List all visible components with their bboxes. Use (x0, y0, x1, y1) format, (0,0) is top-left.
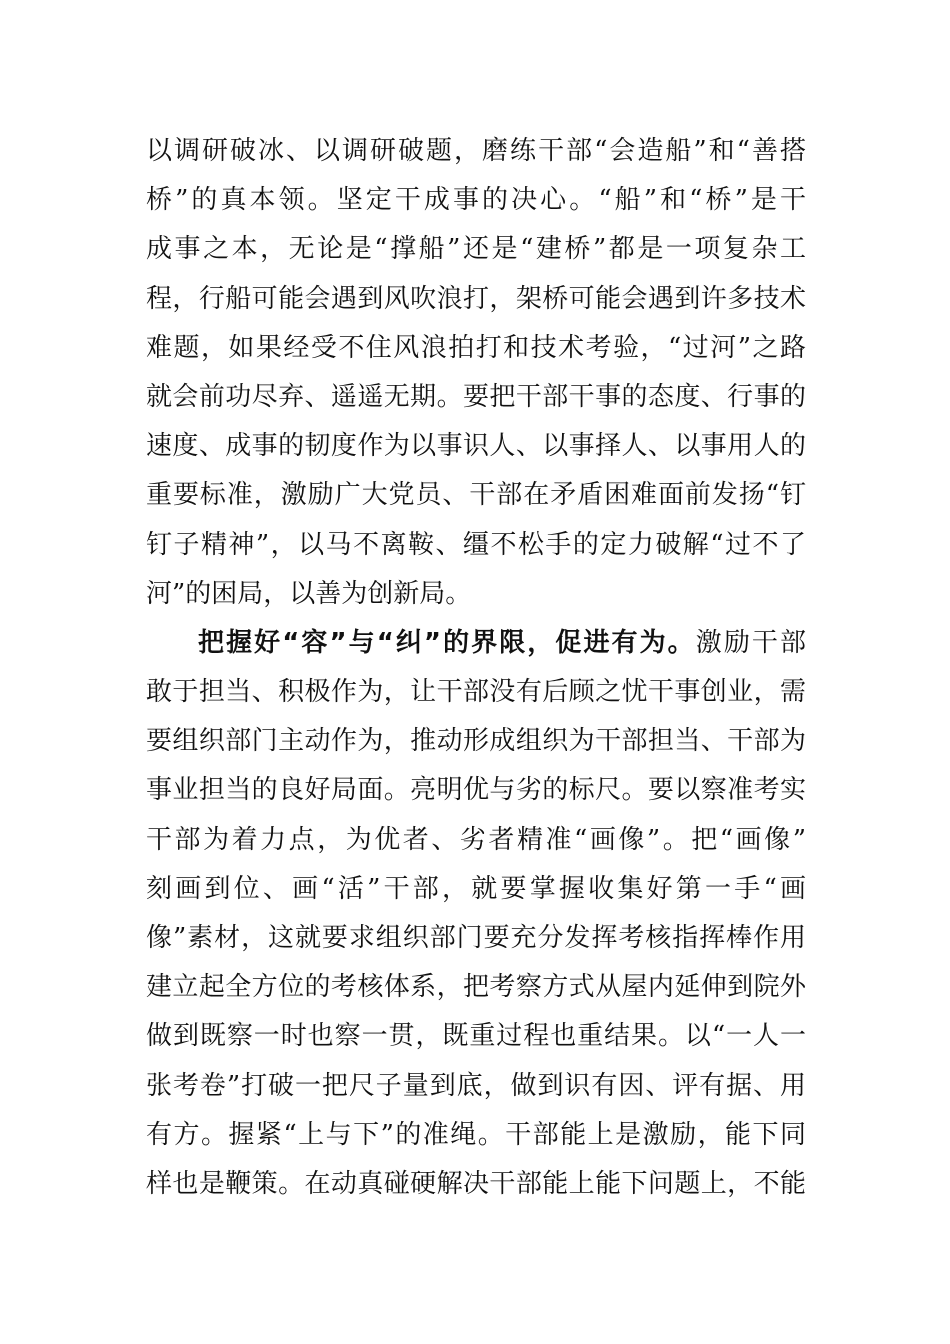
paragraph-2-first-line (146, 619, 806, 668)
text-line: 事业担当的良好局面。亮明优与劣的标尺。要以察准考实 (146, 775, 806, 806)
text-line: 干部为着力点，为优者、劣者精准“画像”。把“画像” (146, 824, 806, 855)
text-line: 建立起全方位的考核体系，把考察方式从屋内延伸到院外 (146, 972, 806, 1003)
document-body (146, 127, 806, 1209)
text-line: 有方。握紧“上与下”的准绳。干部能上是激励，能下同 (146, 1119, 806, 1150)
text-line: 刻画到位、画“活”干部，就要掌握收集好第一手“画 (146, 873, 806, 904)
paragraph-2 (146, 619, 806, 1209)
text-line: 钉子精神”，以马不离鞍、缰不松手的定力破解“过不了 (146, 529, 806, 560)
text-line: 敢于担当、积极作为，让干部没有后顾之忧干事创业，需 (146, 677, 806, 708)
text-run: 激励干部 (695, 627, 806, 658)
paragraph-1 (146, 127, 806, 619)
text-line: 就会前功尽弃、遥遥无期。要把干部干事的态度、行事的 (146, 381, 806, 412)
text-line: 难题，如果经受不住风浪拍打和技术考验，“过河”之路 (146, 332, 806, 363)
text-line: 做到既察一时也察一贯，既重过程也重结果。以“一人一 (146, 1021, 806, 1052)
text-line: 张考卷”打破一把尺子量到底，做到识有因、评有据、用 (146, 1070, 806, 1101)
text-line: 程，行船可能会遇到风吹浪打，架桥可能会遇到许多技术 (146, 283, 806, 314)
text-line: 成事之本，无论是“撑船”还是“建桥”都是一项复杂工 (146, 234, 806, 265)
section-heading: 把握好“容”与“纠”的界限，促进有为。 (198, 627, 696, 658)
text-line: 要组织部门主动作为，推动形成组织为干部担当、干部为 (146, 726, 806, 757)
text-line: 样也是鞭策。在动真碰硬解决干部能上能下问题上，不能 (146, 1168, 806, 1199)
text-line: 像”素材，这就要求组织部门要充分发挥考核指挥棒作用 (146, 923, 806, 953)
text-line: 桥”的真本领。坚定干成事的决心。“船”和“桥”是干 (146, 185, 806, 216)
text-line: 河”的困局，以善为创新局。 (146, 578, 472, 609)
text-line: 以调研破冰、以调研破题，磨练干部“会造船”和“善搭 (146, 136, 806, 166)
text-line: 重要标准，激励广大党员、干部在矛盾困难面前发扬“钉 (146, 480, 806, 511)
text-line: 速度、成事的韧度作为以事识人、以事择人、以事用人的 (146, 431, 806, 462)
